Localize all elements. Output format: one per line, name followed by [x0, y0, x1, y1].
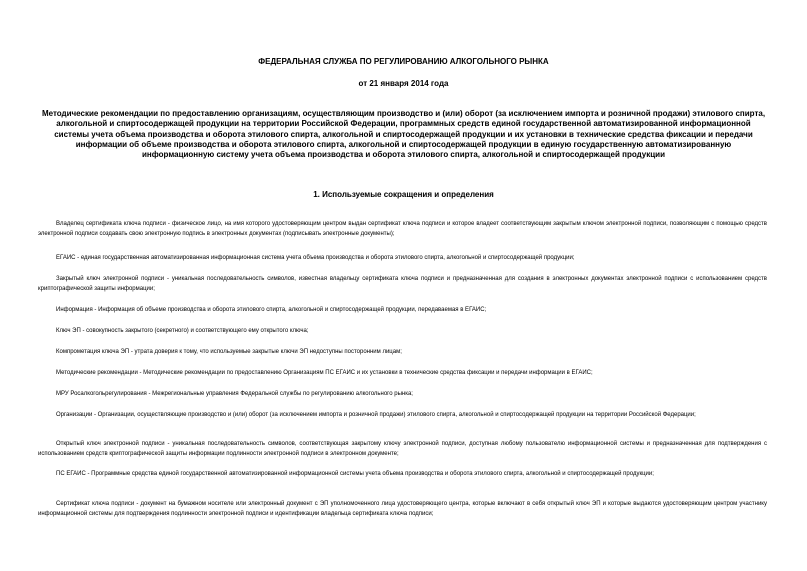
definition-paragraph: ЕГАИС - единая государственная автоматизированная информационная система учета объема производства и оборота этилового спирта, алкогольной и спиртосодержащей продукции;: [56, 255, 575, 261]
definition-paragraph: Закрытый ключ электронной подписи - уникальная последовательность символов, известная владельцу сертификата ключа подписи и предназначенная для создания в электронных документах электронной подписи с использованием средств криптографической защиты информации;: [38, 276, 767, 292]
definition-paragraph: Информация - Информация об объеме производства и оборота этилового спирта, алкогольной и спиртосодержащей продукции, передаваемая в ЕГАИС;: [56, 307, 487, 313]
definition-paragraph: Ключ ЭП - совокупность закрытого (секретного) и соответствующего ему открытого ключа;: [56, 328, 309, 334]
definition-paragraph: Сертификат ключа подписи - документ на бумажном носителе или электронный документ с ЭП уполномоченного лица удостоверяющего центра, которые включают в себя открытый ключ ЭП и которые выдаются удостоверяющим центром участнику информационной системы для подтверждения подлинности электронной подписи и идентификации владельца сертификата ключа подписи;: [38, 501, 767, 517]
definition-paragraph: Владелец сертификата ключа подписи - физическое лицо, на имя которого удостоверяющим центром выдан сертификат ключа подписи и которое владеет соответствующим закрытым ключом электронной подписи, позволяющим с помощью средств электронной подписи создавать свою электронную подпись в электронных документах (подписывать электронные документы);: [38, 221, 767, 237]
definition-paragraph: Организации - Организации, осуществляющие производство и (или) оборот (за исключением импорта и розничной продажи) этилового спирта, алкогольной и спиртосодержащей продукции на территории Российской Федерации;: [56, 412, 696, 418]
definition-paragraph: Открытый ключ электронной подписи - уникальная последовательность символов, соответствующая закрытому ключу электронной подписи, доступная любому пользователю информационной системы и предназначенная для подтверждения с использованием средств криптографической защиты информации подлинности электронной подписи в электронном документе;: [38, 441, 767, 457]
document-date: от 21 января 2014 года: [358, 79, 449, 88]
agency-name: ФЕДЕРАЛЬНАЯ СЛУЖБА ПО РЕГУЛИРОВАНИЮ АЛКОГОЛЬНОГО РЫНКА: [258, 57, 549, 66]
definition-paragraph: Методические рекомендации - Методические рекомендации по предоставлению Организациям ПС ЕГАИС и их установки в технические средства фиксации и передачи информации в ЕГАИС;: [56, 370, 593, 376]
document-title: Методические рекомендации по предоставлению организациям, осуществляющим производство и (или) оборот (за исключением импорта и розничной продажи) этилового спирта, алкогольной и спиртосодержащей продукции на территории Российской Федерации, программных средств единой государственной автоматизированной информационной системы учета объема производства и оборота этилового спирта, алкогольной и спиртосодержащей продукции и их установки в технические средства фиксации и передачи информации об объеме производства и оборота этилового спирта, алкогольной и спиртосодержащей продукции в единую государственную автоматизированную информационную систему учета объема производства и оборота этилового спирта, алкогольной и спиртосодержащей продукции: [41, 109, 766, 160]
section-title: 1. Используемые сокращения и определения: [313, 190, 494, 199]
definition-paragraph: ПС ЕГАИС - Программные средства единой государственной автоматизированной информационной системы учета объема производства и оборота этилового спирта, алкогольной и спиртосодержащей продукции;: [56, 471, 654, 477]
definition-paragraph: МРУ Росалкогольрегулирования - Межрегиональные управления Федеральной службы по регулированию алкогольного рынка;: [56, 391, 413, 397]
definition-paragraph: Компрометация ключа ЭП - утрата доверия к тому, что используемые закрытые ключи ЭП недоступны посторонним лицам;: [56, 349, 402, 355]
